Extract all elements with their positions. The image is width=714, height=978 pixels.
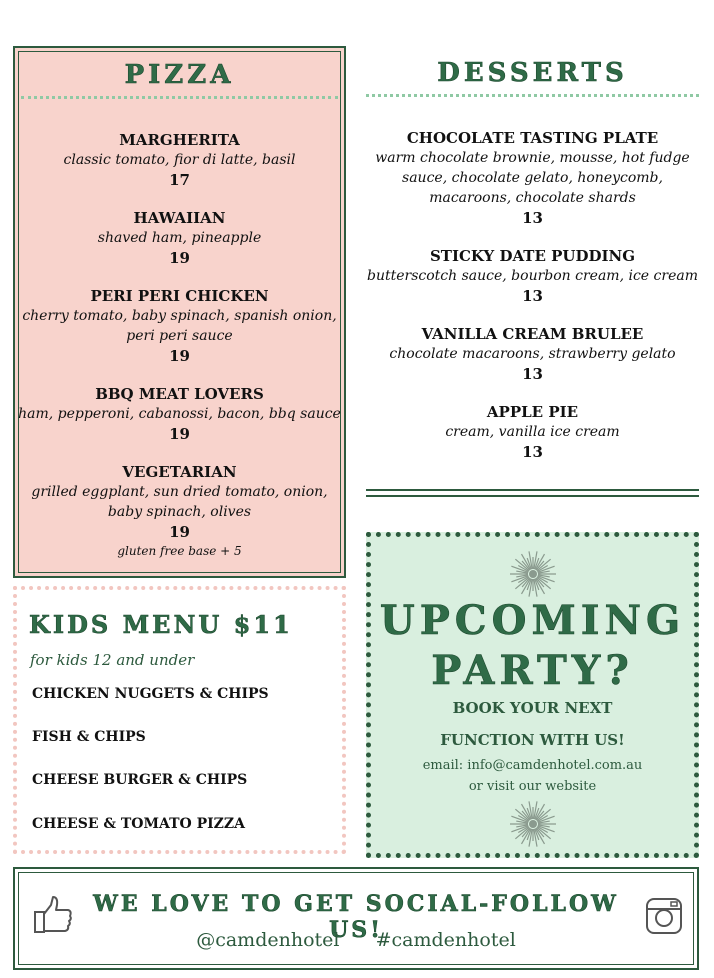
item-description: butterscotch sauce, bourbon cream, ice cream — [367, 268, 698, 284]
item-name: VEGETARIAN — [122, 463, 237, 481]
item-description: classic tomato, fior di latte, basil — [63, 152, 296, 168]
kids-subtitle: for kids 12 and under — [30, 651, 195, 669]
kids-item: CHEESE BURGER & CHIPS — [32, 772, 248, 788]
item-name: MARGHERITA — [119, 131, 240, 149]
desserts-list — [366, 129, 699, 481]
desserts-bottom-rule — [366, 489, 699, 497]
item-price: 19 — [169, 249, 190, 267]
menu-item — [15, 209, 344, 268]
item-name: BBQ MEAT LOVERS — [95, 385, 264, 403]
item-price: 17 — [169, 171, 190, 189]
menu-item — [366, 129, 699, 228]
menu-item — [15, 287, 344, 366]
item-description: baby spinach, olives — [107, 504, 252, 520]
kids-title: KIDS MENU $11 — [29, 610, 293, 639]
starburst-icon — [508, 549, 558, 599]
gluten-free-note: gluten free base + 5 — [117, 544, 242, 558]
party-panel — [366, 532, 699, 858]
item-name: CHOCOLATE TASTING PLATE — [406, 129, 659, 147]
kids-item: CHEESE & TOMATO PIZZA — [32, 816, 245, 832]
desserts-title: DESSERTS — [437, 58, 628, 88]
item-description: macaroons, chocolate shards — [429, 190, 636, 206]
social-title: WE LOVE TO GET SOCIAL-FOLLOW US! — [93, 891, 619, 943]
item-name: PERI PERI CHICKEN — [90, 287, 269, 305]
social-hashtag[interactable]: #camdenhotel — [375, 929, 516, 951]
item-name: VANILLA CREAM BRULEE — [421, 325, 644, 343]
party-heading-line2: PARTY? — [431, 647, 634, 694]
starburst-icon — [508, 799, 558, 849]
social-panel — [13, 867, 699, 970]
item-price: 19 — [169, 425, 190, 443]
menu-item — [366, 403, 699, 462]
party-heading-line1: UPCOMING — [379, 597, 686, 644]
menu-item — [15, 463, 344, 542]
menu-item — [15, 385, 344, 444]
menu-item — [366, 247, 699, 306]
social-handles — [15, 929, 697, 951]
party-book-line2: FUNCTION WITH US! — [440, 731, 625, 749]
pizza-panel — [13, 46, 346, 578]
menu-item — [366, 325, 699, 384]
instagram-icon[interactable] — [645, 897, 683, 935]
kids-item: CHICKEN NUGGETS & CHIPS — [32, 686, 269, 702]
item-description: shaved ham, pineapple — [97, 230, 262, 246]
item-description: peri peri sauce — [126, 328, 233, 344]
party-email[interactable]: email: info@camdenhotel.com.au — [422, 758, 643, 773]
pizza-list — [15, 131, 344, 559]
item-description: chocolate macaroons, strawberry gelato — [389, 346, 676, 362]
party-book-line1: BOOK YOUR NEXT — [452, 699, 613, 717]
menu-item — [15, 131, 344, 190]
social-handle[interactable]: @camdenhotel — [196, 929, 340, 951]
item-description: warm chocolate brownie, mousse, hot fudge — [375, 150, 690, 166]
pizza-divider — [21, 96, 338, 99]
item-price: 13 — [522, 365, 543, 383]
item-price: 13 — [522, 443, 543, 461]
item-name: HAWAIIAN — [133, 209, 226, 227]
desserts-panel — [366, 46, 699, 461]
item-name: APPLE PIE — [486, 403, 579, 421]
pizza-title: PIZZA — [124, 60, 235, 90]
item-price: 19 — [169, 523, 190, 541]
kids-menu-panel — [13, 586, 346, 854]
party-website: or visit our website — [468, 779, 597, 794]
item-description: cream, vanilla ice cream — [445, 424, 620, 440]
item-price: 13 — [522, 287, 543, 305]
item-description: sauce, chocolate gelato, honeycomb, — [402, 170, 663, 186]
item-price: 19 — [169, 347, 190, 365]
item-description: ham, pepperoni, cabanossi, bacon, bbq sauce — [18, 406, 341, 422]
kids-item: FISH & CHIPS — [32, 729, 146, 745]
item-price: 13 — [522, 209, 543, 227]
item-description: cherry tomato, baby spinach, spanish onion, — [22, 308, 337, 324]
desserts-divider — [366, 94, 699, 97]
item-description: grilled eggplant, sun dried tomato, onion, — [31, 484, 328, 500]
item-name: STICKY DATE PUDDING — [429, 247, 636, 265]
